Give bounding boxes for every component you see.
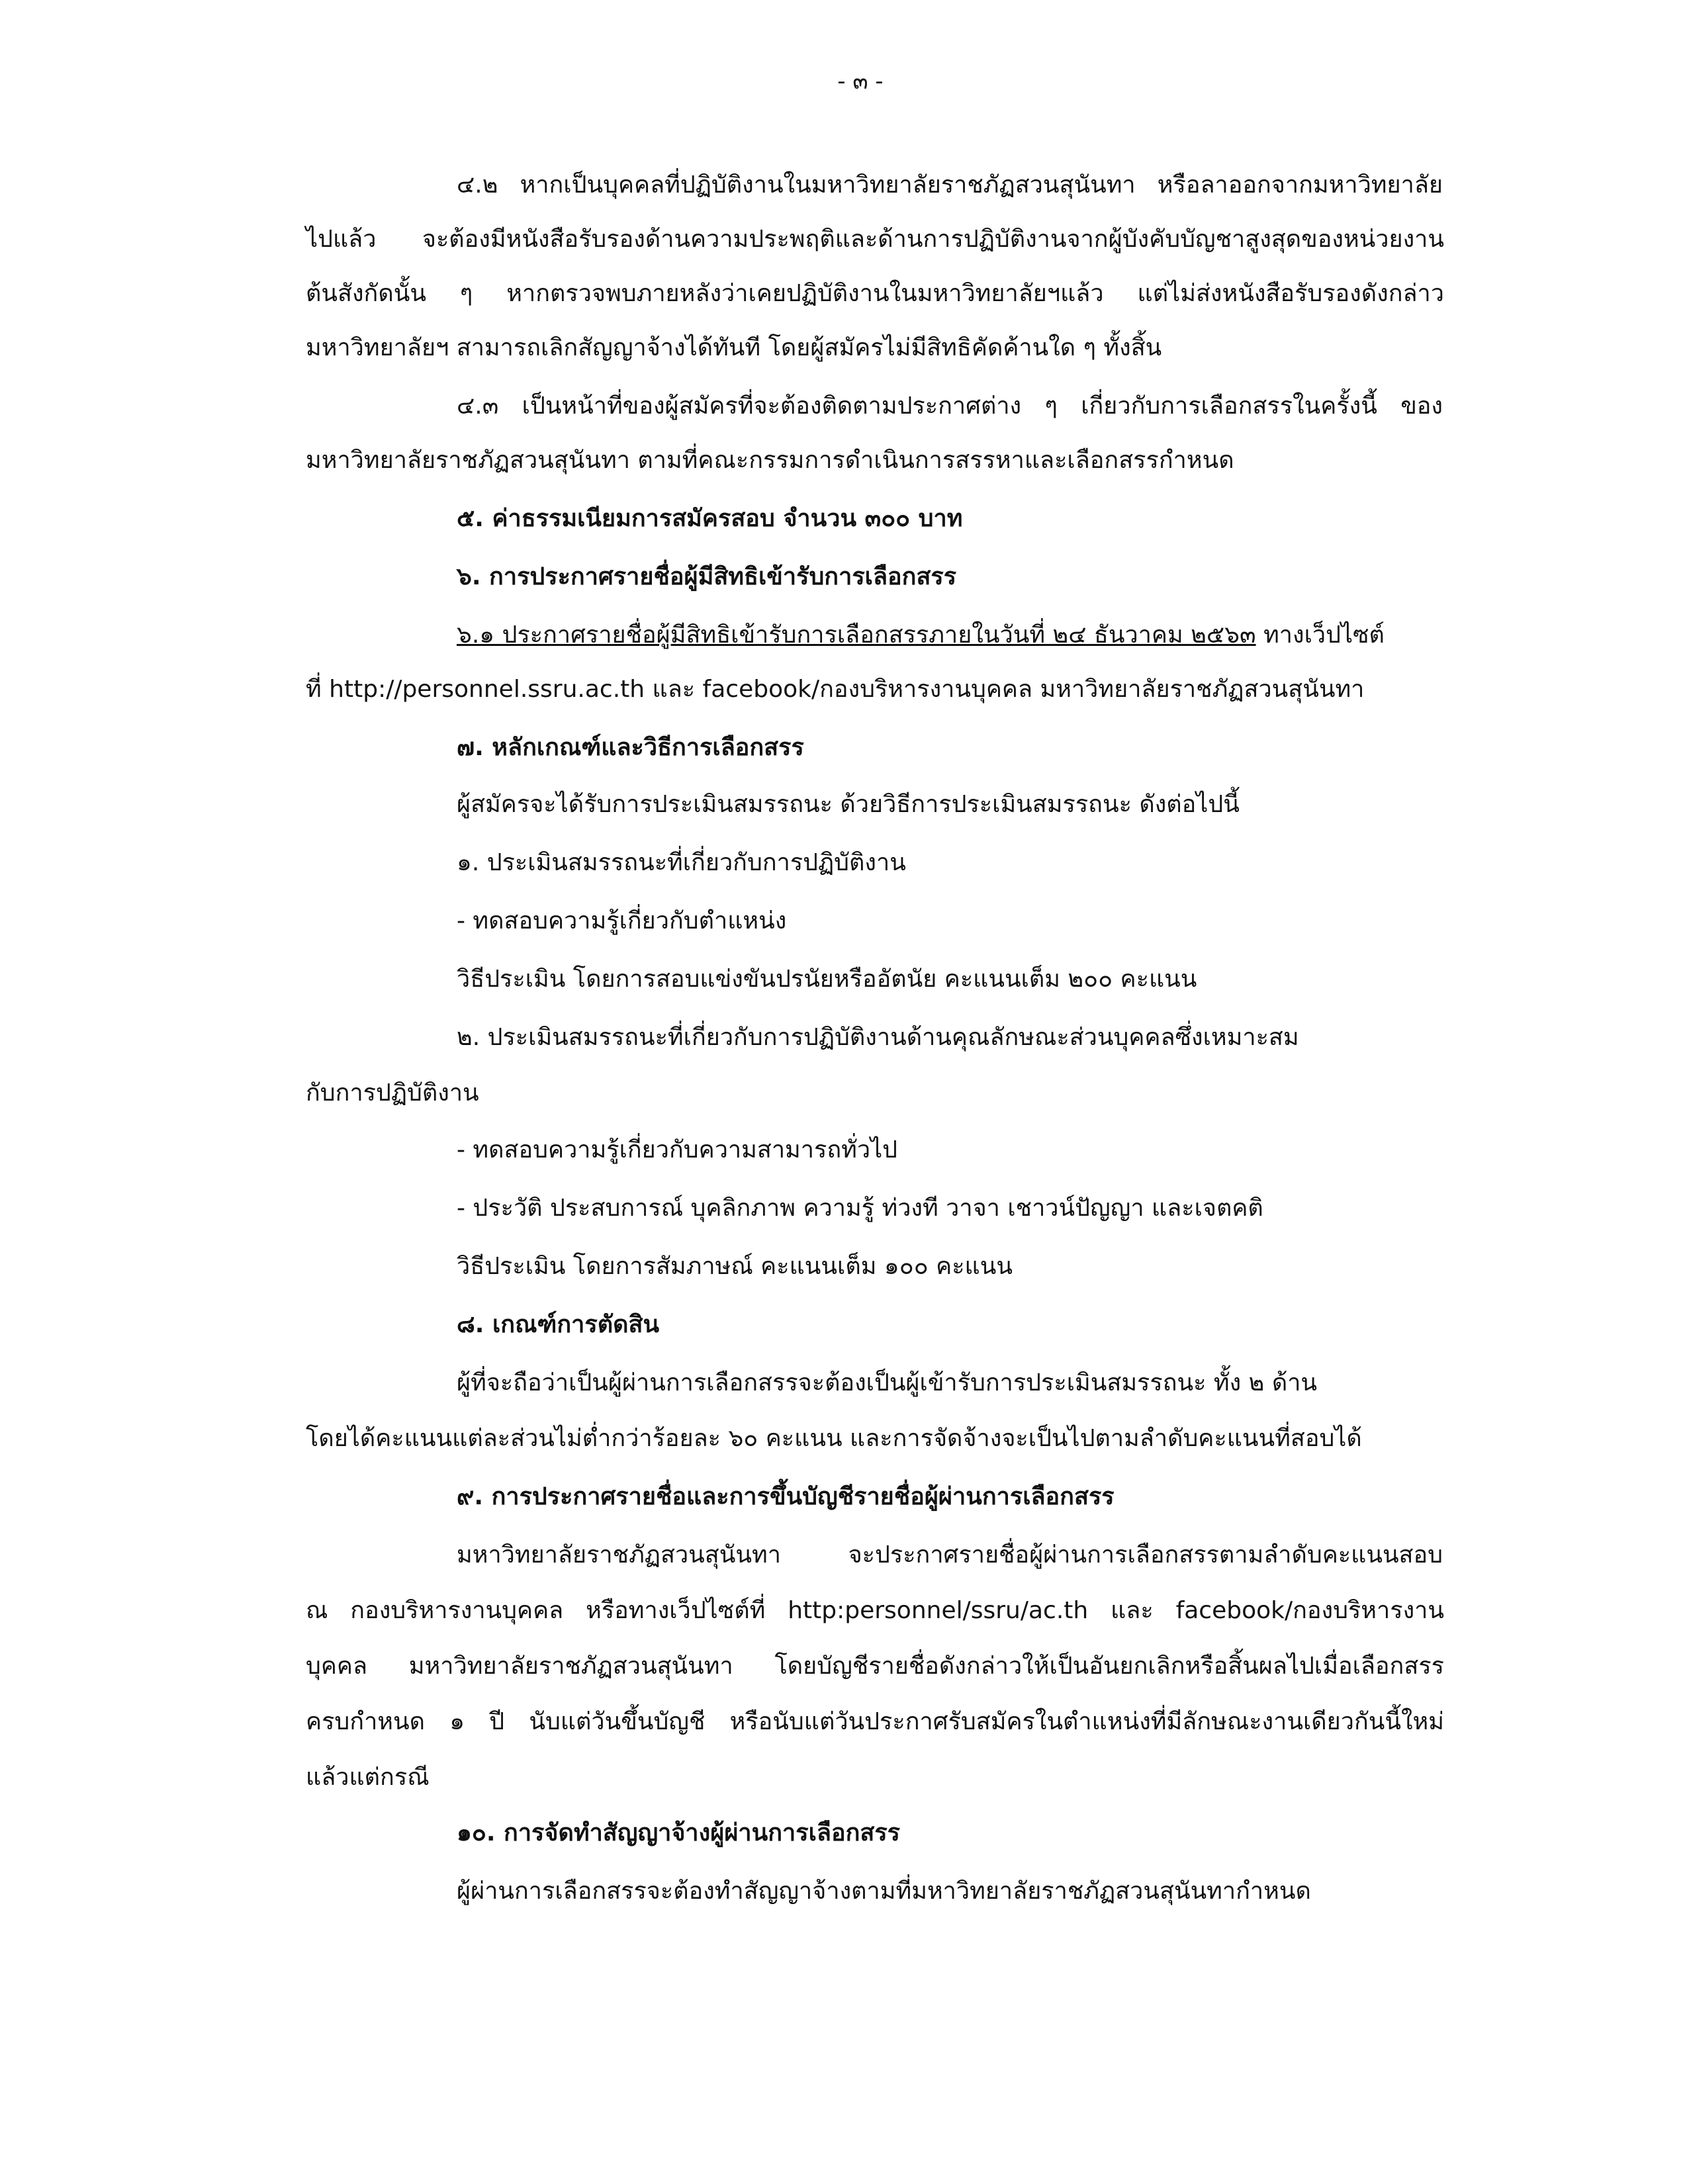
section-7-heading: ๗. หลักเกณฑ์และวิธีการเลือกสรร	[457, 734, 804, 761]
section-9-line-2: ณ กองบริหารงานบุคคล หรือทางเว็ปไซต์ที่ http:personnel/ssru/ac.th และ facebook/กองบริหารงาน	[306, 1597, 1444, 1624]
section-7-intro: ผู้สมัครจะได้รับการประเมินสมรรถนะ ด้วยวิธีการประเมินสมรรถนะ ดังต่อไปนี้	[457, 791, 1240, 818]
section-7-item-2-method: วิธีประเมิน โดยการสัมภาษณ์ คะแนนเต็ม ๑๐๐ คะแนน	[457, 1253, 1013, 1280]
section-6-heading: ๖. การประกาศรายชื่อผู้มีสิทธิเข้ารับการเลือกสรร	[457, 563, 957, 590]
para-4-2-line-2: ไปแล้ว จะต้องมีหนังสือรับรองด้านความประพฤติและด้านการปฏิบัติงานจากผู้บังคับบัญชาสูงสุดของหน่วยงาน	[306, 226, 1444, 253]
section-8-heading: ๘. เกณฑ์การตัดสิน	[457, 1311, 660, 1338]
section-8-line-1: ผู้ที่จะถือว่าเป็นผู้ผ่านการเลือกสรรจะต้องเป็นผู้เข้ารับการประเมินสมรรถนะ ทั้ง ๒ ด้าน	[457, 1369, 1318, 1396]
website-label: ทางเว็ปไซต์	[1255, 621, 1385, 649]
para-4-3-line-1: ๔.๓ เป็นหน้าที่ของผู้สมัครที่จะต้องติดตามประกาศต่าง ๆ เกี่ยวกับการเลือกสรรในครั้งนี้ ของ	[457, 392, 1443, 420]
section-6-1-line-2: ที่ http://personnel.ssru.ac.th และ facebook/กองบริหารงานบุคคล มหาวิทยาลัยราชภัฏสวนสุนันทา	[306, 676, 1365, 703]
section-7-item-2-sub-2: - ประวัติ ประสบการณ์ บุคลิกภาพ ความรู้ ท่วงที วาจา เชาวน์ปัญญา และเจตคติ	[457, 1195, 1263, 1222]
section-8-line-2: โดยได้คะแนนแต่ละส่วนไม่ต่ำกว่าร้อยละ ๖๐ คะแนน และการจัดจ้างจะเป็นไปตามลำดับคะแนนที่สอบได้	[306, 1425, 1362, 1452]
section-10-line-1: ผู้ผ่านการเลือกสรรจะต้องทำสัญญาจ้างตามที่มหาวิทยาลัยราชภัฏสวนสุนันทากำหนด	[457, 1878, 1311, 1905]
section-9-line-1: มหาวิทยาลัยราชภัฏสวนสุนันทา จะประกาศรายชื่อผู้ผ่านการเลือกสรรตามลำดับคะแนนสอบ	[457, 1541, 1443, 1569]
announcement-date-underlined: ๖.๑ ประกาศรายชื่อผู้มีสิทธิเข้ารับการเลือกสรรภายในวันที่ ๒๔ ธันวาคม ๒๕๖๓	[457, 621, 1256, 649]
section-10-heading: ๑๐. การจัดทำสัญญาจ้างผู้ผ่านการเลือกสรร	[457, 1819, 901, 1846]
section-7-item-2-line-1: ๒. ประเมินสมรรถนะที่เกี่ยวกับการปฏิบัติงานด้านคุณลักษณะส่วนบุคคลซึ่งเหมาะสม	[457, 1024, 1299, 1051]
section-7-item-1-method: วิธีประเมิน โดยการสอบแข่งขันปรนัยหรืออัตนัย คะแนนเต็ม ๒๐๐ คะแนน	[457, 966, 1197, 993]
para-4-2-line-1: ๔.๒ หากเป็นบุคคลที่ปฏิบัติงานในมหาวิทยาลัยราชภัฏสวนสุนันทา หรือลาออกจากมหาวิทยาลัย	[457, 171, 1443, 199]
section-7-item-1-sub-1: - ทดสอบความรู้เกี่ยวกับตำแหน่ง	[457, 907, 787, 934]
para-4-3-line-2: มหาวิทยาลัยราชภัฏสวนสุนันทา ตามที่คณะกรรมการดำเนินการสรรหาและเลือกสรรกำหนด	[306, 447, 1234, 474]
section-9-line-3: บุคคล มหาวิทยาลัยราชภัฏสวนสุนันทา โดยบัญชีรายชื่อดังกล่าวให้เป็นอันยกเลิกหรือสิ้นผลไปเมื่อเลือกสรร	[306, 1653, 1444, 1680]
section-9-line-5: แล้วแต่กรณี	[306, 1764, 430, 1791]
section-7-item-2-line-2: กับการปฏิบัติงาน	[306, 1079, 479, 1107]
section-9-heading: ๙. การประกาศรายชื่อและการขึ้นบัญชีรายชื่อผู้ผ่านการเลือกสรร	[457, 1483, 1115, 1510]
page-number: - ๓ -	[837, 68, 884, 95]
section-6-1-line-1	[457, 618, 1385, 653]
section-5-heading: ๕. ค่าธรรมเนียมการสมัครสอบ จำนวน ๓๐๐ บาท	[457, 505, 963, 532]
para-4-2-line-4: มหาวิทยาลัยฯ สามารถเลิกสัญญาจ้างได้ทันที โดยผู้สมัครไม่มีสิทธิคัดค้านใด ๆ ทั้งสิ้น	[306, 334, 1162, 361]
section-7-item-2-sub-1: - ทดสอบความรู้เกี่ยวกับความสามารถทั่วไป	[457, 1136, 898, 1163]
section-9-line-4: ครบกำหนด ๑ ปี นับแต่วันขึ้นบัญชี หรือนับแต่วันประกาศรับสมัครในตำแหน่งที่มีลักษณะงานเดียวกันนี้ใหม่	[306, 1708, 1444, 1735]
para-4-2-line-3: ต้นสังกัดนั้น ๆ หากตรวจพบภายหลังว่าเคยปฏิบัติงานในมหาวิทยาลัยฯแล้ว แต่ไม่ส่งหนังสือรับรองดังกล่าว	[306, 280, 1444, 307]
section-7-item-1: ๑. ประเมินสมรรถนะที่เกี่ยวกับการปฏิบัติงาน	[457, 849, 906, 876]
